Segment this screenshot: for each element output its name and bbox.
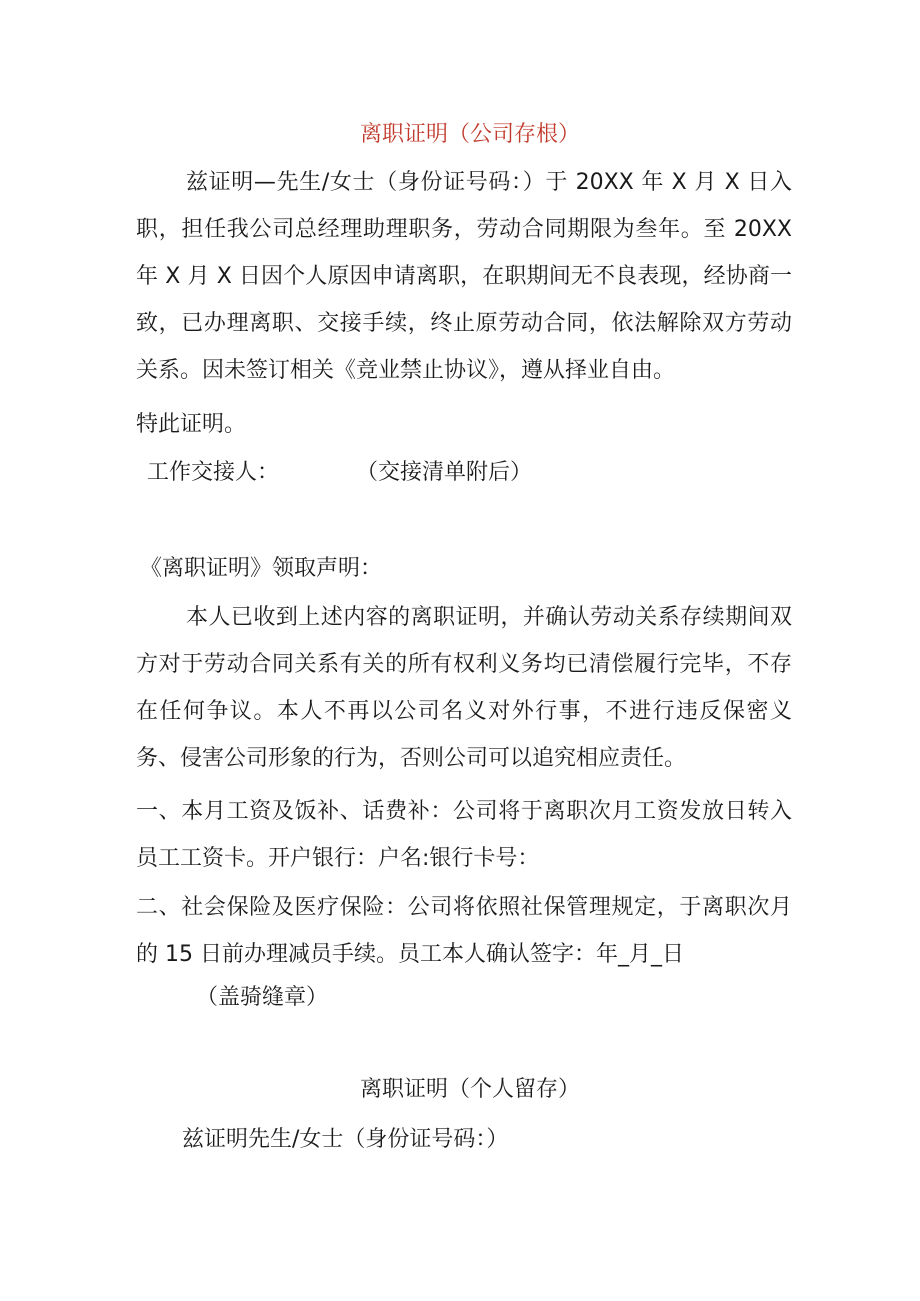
personal-copy-title: 离职证明（个人留存） [359,1077,580,1102]
insurance-item: 二、社会保险及医疗保险：公司将依照社保管理规定，于离职次月的 15 日前办理减员手续。员工本人确认签字：年_月_日 [136,895,792,967]
seal-note: （盖骑缝章） [196,985,329,1010]
salary-item: 一、本月工资及饭补、话费补：公司将于离职次月工资发放日转入员工工资卡。开户银行：户名:银行卡号： [136,799,792,871]
receipt-declaration-heading: 《离职证明》领取声明： [140,556,383,581]
receipt-statement: 本人已收到上述内容的离职证明，并确认劳动关系存续期间双方对于劳动合同关系有关的所有权利义务均已清偿履行完毕，不存在任何争议。本人不再以公司名义对外行事，不进行违反保密义务、侵害公司形象的行为，否则公司可以追究相应责任。 [136,605,792,771]
handover-note: （交接清单附后） [356,460,533,485]
company-copy-title: 离职证明（公司存根） [359,122,580,147]
certificate-body: 兹证明—先生/女士（身份证号码：）于 20XX 年 X 月 X 日入职，担任我公司总经理助理职务，劳动合同期限为叁年。至 20XX 年 X 月 X 日因个人原因申请离职，在职期间无不良表现，经协商一致，已办理离职、交接手续，终止原劳动合同，依法解除双方劳动关系。因未签订相关《竞业禁止协议》，遵从择业自由。 [136,170,799,383]
personal-copy-body-start: 兹证明先生/女士（身份证号码：） [182,1127,509,1152]
handover-label: 工作交接人： [147,460,280,485]
closing-line: 特此证明。 [136,412,247,437]
